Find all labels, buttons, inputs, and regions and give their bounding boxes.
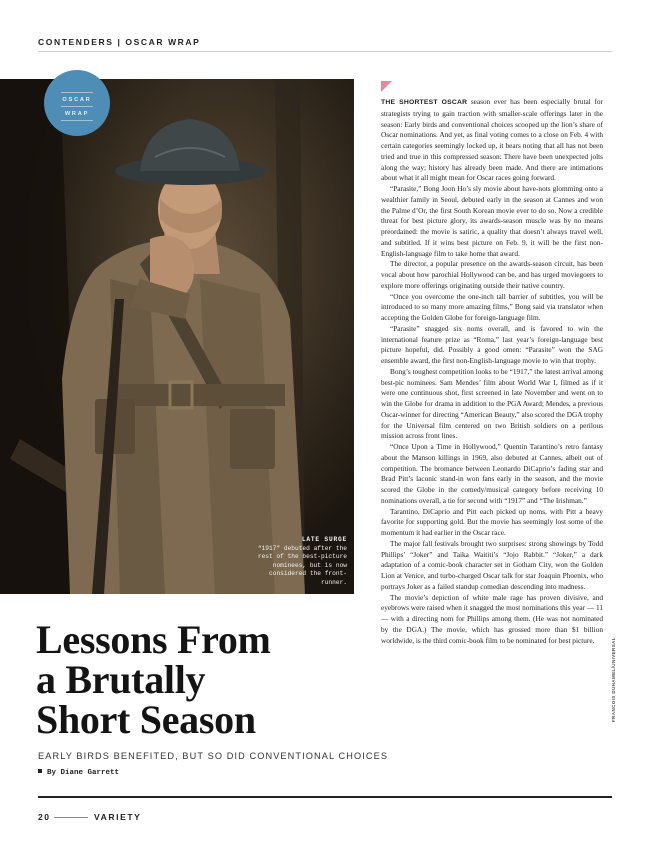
accent-triangle-icon [381,81,392,92]
byline [38,769,119,777]
headline-line-2: a Brutally [36,657,206,702]
hero-photo [0,79,354,594]
headline-line-1: Lessons From [36,617,271,662]
magazine-name: VARIETY [94,812,142,822]
badge-line-2: WRAP [64,111,90,117]
article-paragraph: “Once Upon a Time in Hollywood,” Quentin Tarantino’s retro fantasy about the Manson killings in 1969, also debuted at Cannes, albeit out of competition. The bromance between Leonardo DiCaprio’s fading star and Brad Pitt’s laconic stand-in won fans early in the season, and the movie scored the Globe in the comedy/musical category before receiving 10 nominations overall, a tie for second with “1917” and “The Irishman.” [381,442,603,505]
section-kicker: CONTENDERS | OSCAR WRAP [38,37,201,47]
article-paragraph: Bong’s toughest competition looks to be “1917,” the latest arrival among best-pic nominees. Sam Mendes’ film about World War I, filmed as if it were one continuous shot, first screened in late November and went on to win the Globe for drama in addition to the PGA Award; Mendes, a previous Oscar-winner for directing “American Beauty,” also scored the DGA trophy for the Universal film centered on two British soldiers on a perilous mission across front lines. [381,366,603,441]
caption-head: LATE SURGE [301,536,347,543]
article-paragraph: “Once you overcome the one-inch tall barrier of subtitles, you will be introduced to so many more amazing films,” Bong said via translator when accepting the Golden Globe for foreign-language film. [381,291,603,322]
photo-caption [255,536,347,588]
article-paragraph: The movie’s depiction of white male rage has proven divisive, and eyebrows were raised when it snagged the most nominations this year — 11 — with a directing nom for Phillips among them. (He was not nominated by the DGA.) The movie, which has grossed more than $1 billion worldwide, is the third comic-book film to be nominated for best picture, [381,592,603,645]
soldier-illustration [0,79,354,594]
article-paragraph [381,97,603,184]
article-paragraph: Tarantino, DiCaprio and Pitt each picked up noms, with Pitt a heavy favorite for supporting gold. But the movie has seemingly lost some of the momentum it had earlier in the Oscar race. [381,506,603,537]
oscar-wrap-badge [44,70,110,136]
badge-rule [61,92,93,93]
article-paragraph: The major fall festivals brought two surprises: strong showings by Todd Phillips’ “Joker” and Taika Waititi’s “Jojo Rabbit.” “Joker,” a dark adaptation of a comic-book character set in Gotham City, won the Golden Lion at Venice, and turbo-charged Oscar talk for star Joaquin Phoenix, who portrays Joker as a failed standup comedian descending into madness. [381,538,603,591]
subheadline: EARLY BIRDS BENEFITED, BUT SO DID CONVENTIONAL CHOICES [38,751,389,761]
article-lead-in: THE SHORTEST OSCAR [381,99,468,106]
badge-rule [61,106,93,107]
article-paragraph: The director, a popular presence on the awards-season circuit, has been vocal about how parochial Hollywood can be, and has urged moviegoers to explore more offerings originating outside their native country. [381,259,603,290]
badge-rule [61,120,93,121]
bottom-divider [38,796,612,798]
folio-rule [54,817,88,818]
article-paragraph: “Parasite” snagged six noms overall, and is favored to win the international feature prize as “Roma,” last year’s foreign-language best picture hopeful, did. Possibly a good omen: “Parasite” won the SAG ensemble award, the first non-English-language movie to win that trophy. [381,323,603,365]
badge-line-1: OSCAR [62,97,92,103]
byline-text: By Diane Garrett [47,769,120,777]
caption-body: “1917” debuted after the rest of the best-picture nominees, but is now considered the front-runner. [257,544,347,586]
article-paragraph-text: season ever has been especially brutal for strategists trying to gain traction with smaller-scale offerings later in the season: Early birds and conventional choices scooped up the lion’s share of Oscar nominations. And yet, as final voting comes to a close on Feb. 4 with certain categories seemingly locked up, it bears noting that all has not been tried and true in this compressed season: There have been unexpected jolts along the way; history has already been made. And there are intimations about what it all might mean for Oscar races going forward. [381,97,603,183]
headline [36,617,366,742]
headline-line-3: Short Season [36,697,256,742]
top-divider [38,51,612,52]
article-body [381,97,603,783]
photo-credit: FRANCOIS DUHAMEL/UNIVERSAL [611,637,616,722]
article-paragraph: “Parasite,” Bong Joon Ho’s sly movie about have-nots glomming onto a wealthier family in Seoul, debuted early in the season at Cannes and won the Palme d’Or, the first South Korean movie ever to do so. Now a credible threat for best picture glory, its awards-season muscle was by no means preordained: the movie is satiric, a quality that doesn’t always travel well, and subtitled. If it wins best picture on Feb. 9, it will be the first non-English-language film to take home that award. [381,184,603,258]
byline-square-icon [38,769,42,773]
page-number: 20 [38,812,51,822]
